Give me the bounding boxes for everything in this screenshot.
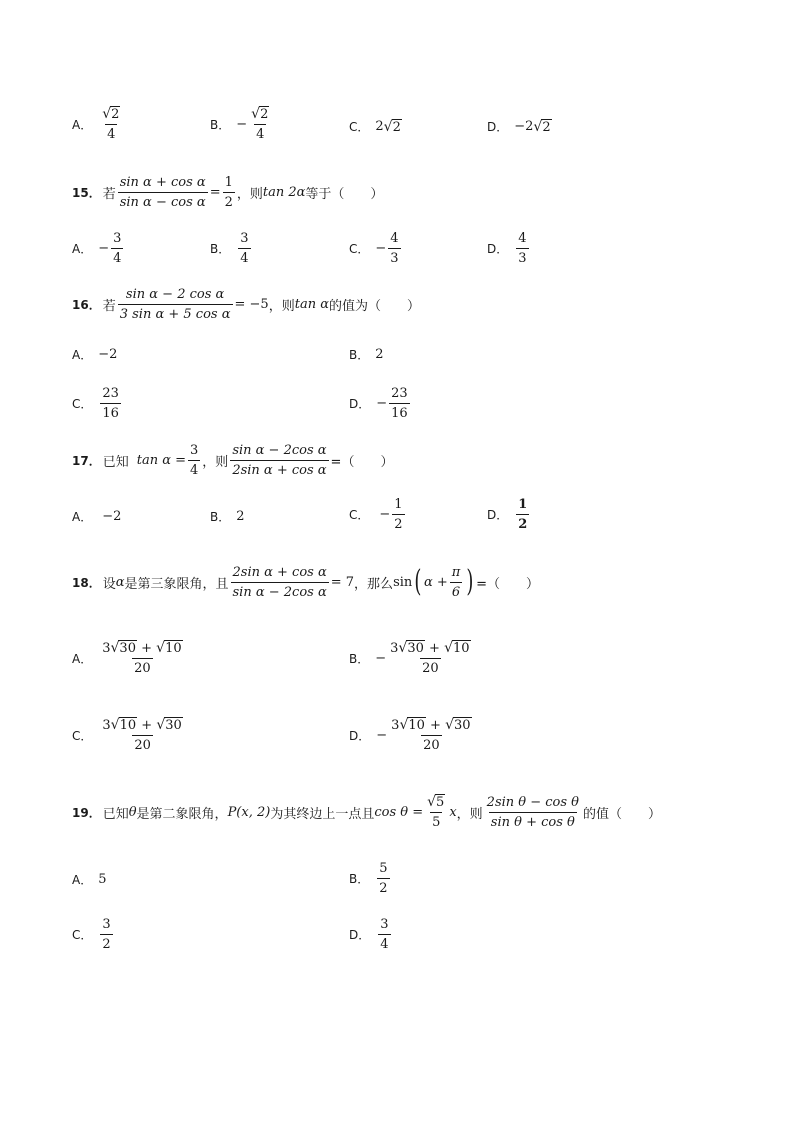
option-label: A． xyxy=(72,242,93,256)
q17-option-c[interactable]: C． − $\frac{1}{2}$ xyxy=(349,497,403,532)
q15-option-d[interactable]: D． $\frac{4}{3}$ xyxy=(487,231,527,266)
option-label: A． xyxy=(72,118,93,132)
q14-option-d[interactable]: D． −2 √ 2 xyxy=(487,118,551,135)
q14-option-b[interactable]: B． − √ 2 4 xyxy=(210,106,273,143)
option-label: B． xyxy=(349,652,370,666)
q15-option-b[interactable]: B． $\frac{3}{4}$ xyxy=(210,231,249,266)
option-label: C． xyxy=(349,242,370,256)
option-label: D． xyxy=(349,928,371,942)
fraction: $\frac{1}{2}$ xyxy=(224,175,233,210)
fraction: √ 5 5 xyxy=(427,794,445,830)
option-label: A． xyxy=(72,873,93,887)
q19-option-c[interactable]: C． $\frac{3}{2}$ xyxy=(72,917,111,952)
q17-option-b[interactable]: B． 2 xyxy=(210,509,245,524)
question-number: 16． xyxy=(72,298,101,312)
fraction: $\frac{\text{sin α − 2 cos α}}{\text{3 sin α + 5 cos α}}$ xyxy=(119,287,231,322)
option-label: D． xyxy=(487,120,509,134)
option-label: B． xyxy=(349,872,370,886)
q17-option-d[interactable]: D． $\frac{1}{2}$ xyxy=(487,497,528,532)
q17-option-a[interactable]: A． −2 xyxy=(72,509,122,524)
fraction: $\frac{\text{sin α − 2cos α}}{\text{2sin α + cos α}}$ xyxy=(232,443,327,478)
q16-stem: 16． 若 $\frac{\text{sin α − 2 cos α}}{\text{3 sin α + 5 cos α}}$ = −5 ，则 tan α 的值为（ ） xyxy=(72,287,420,322)
q16-option-a[interactable]: A． −2 xyxy=(72,347,118,362)
q18-option-c[interactable] xyxy=(72,717,187,754)
q15-option-c[interactable]: C． − $\frac{4}{3}$ xyxy=(349,231,399,266)
option-label: C． xyxy=(72,928,93,942)
fraction: √ 2 4 xyxy=(102,106,120,142)
q16-option-d[interactable]: D． − $\frac{23}{16}$ xyxy=(349,386,408,421)
q14-option-c[interactable]: C． 2 √ 2 xyxy=(349,118,401,135)
option-label: A． xyxy=(72,652,93,666)
fraction: $\frac{\text{2sin α + cos α}}{\text{sin α − 2cos α}}$ xyxy=(232,564,327,600)
question-number: 18． xyxy=(72,575,101,590)
option-label: B． xyxy=(210,118,231,132)
q18-stem: 18． 设 α 是第三象限角，且 $\frac{\text{2sin α + cos α}}{\text{sin α − 2cos α}}$ = 7 ，那么 sin ( α + $\frac{\pi}{6}$ ) =（ ） xyxy=(72,564,539,600)
q19-option-b[interactable]: B． $\frac{5}{2}$ xyxy=(349,861,388,896)
fraction: 3 √ 30 + √ 10 20 xyxy=(390,640,470,676)
question-number: 17． xyxy=(72,454,101,468)
option-label: A． xyxy=(72,348,93,362)
q19-option-a[interactable]: A． 5 xyxy=(72,872,107,887)
q15-stem: 15． 若 $\frac{\text{sin α + cos α}}{\text{sin α − cos α}}$ = $\frac{1}{2}$ ，则 tan 2α 等于（ ） xyxy=(72,175,384,210)
option-label: D． xyxy=(487,242,509,256)
q15-option-a[interactable]: A． − $\frac{3}{4}$ xyxy=(72,231,122,266)
q19-stem: 19． 已知 θ 是第二象限角， P(x, 2) 为其终边上一点且 cos θ = √ 5 5 x ，则 $\frac{\text{2sin θ − cos θ}}{\text{sin θ + cos θ}}$ 的值（ ） xyxy=(72,794,662,830)
option-label: D． xyxy=(487,508,509,522)
fraction: $\frac{\text{sin α + cos α}}{\text{sin α − cos α}}$ xyxy=(119,175,206,210)
question-number: 15． xyxy=(72,186,101,200)
q19-option-d[interactable]: D． $\frac{3}{4}$ xyxy=(349,917,389,952)
option-label: C． xyxy=(72,397,93,411)
fraction: 3 √ 30 + √ 10 20 xyxy=(102,640,182,676)
q18-option-a[interactable] xyxy=(72,640,187,677)
q16-option-b[interactable]: B． 2 xyxy=(349,347,384,362)
option-label: C． xyxy=(349,508,370,522)
q18-option-b[interactable]: B． − 3 √ 30 + √ 10 20 xyxy=(349,640,475,677)
fraction: √ 2 4 xyxy=(251,106,269,142)
option-label: C． xyxy=(349,120,370,134)
fraction: 3 √ 10 + √ 30 20 xyxy=(102,717,182,753)
option-label: B． xyxy=(210,242,231,256)
option-label: B． xyxy=(210,510,231,524)
q16-option-c[interactable]: C． $\frac{23}{16}$ xyxy=(72,386,119,421)
option-label: A． xyxy=(72,510,93,524)
q17-stem: 17． 已知 tan α = $\frac{3}{4}$ ，则 $\frac{\text{sin α − 2cos α}}{\text{2sin α + cos α}}$ =（ ） xyxy=(72,443,394,478)
q14-option-a[interactable] xyxy=(72,106,124,143)
q18-option-d[interactable]: D． − 3 √ 10 + √ 30 20 xyxy=(349,717,476,754)
option-label: D． xyxy=(349,729,371,743)
fraction: 3 √ 10 + √ 30 20 xyxy=(391,717,471,753)
option-label: C． xyxy=(72,729,93,743)
option-label: D． xyxy=(349,397,371,411)
option-label: B． xyxy=(349,348,370,362)
question-number: 19． xyxy=(72,806,101,820)
fraction: $\frac{\text{2sin θ − cos θ}}{\text{sin θ + cos θ}}$ xyxy=(486,795,579,830)
